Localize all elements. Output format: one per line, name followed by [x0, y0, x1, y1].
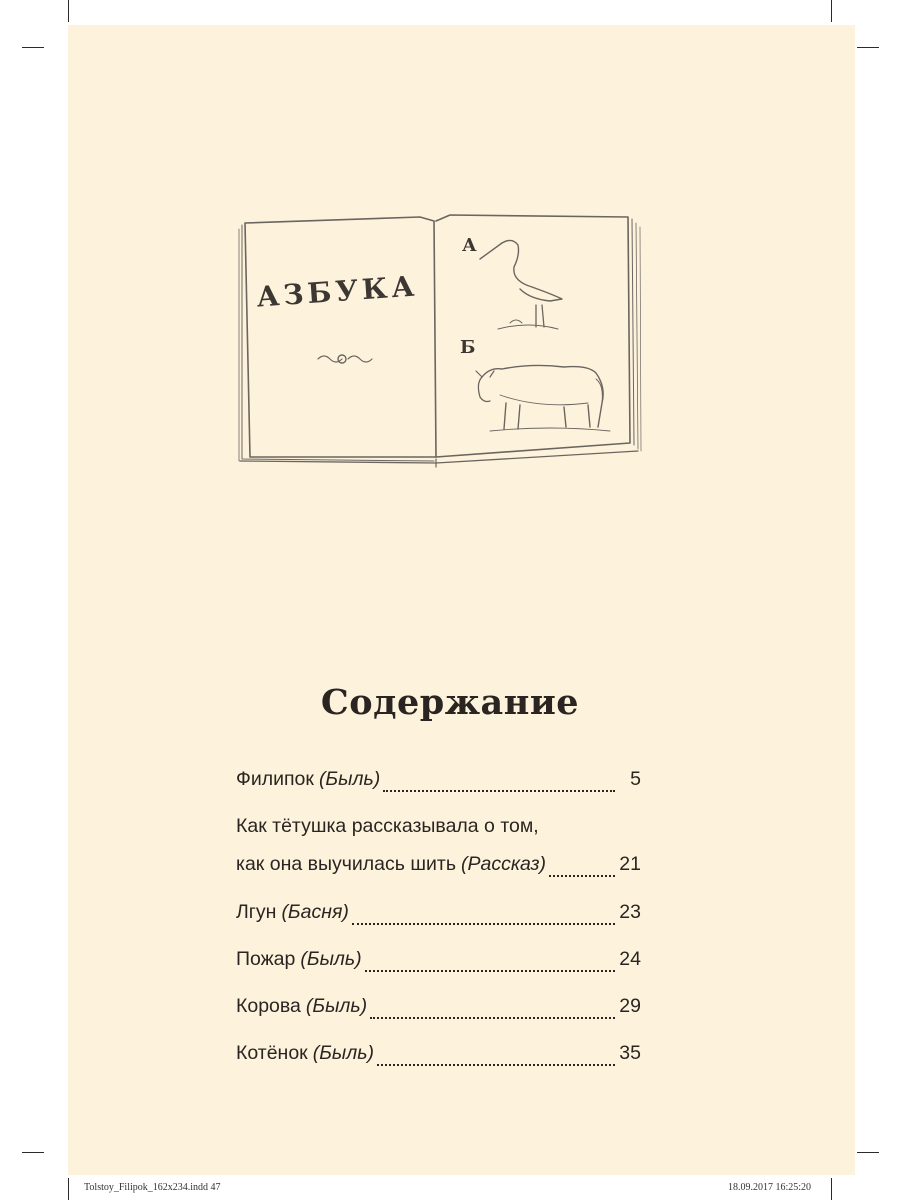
crop-mark — [857, 47, 879, 48]
toc-leader-dots — [549, 875, 615, 877]
toc-entry-name: Лгун — [236, 901, 277, 923]
toc-entry-genre: (Быль) — [318, 768, 381, 790]
toc-entry-name-line1: Как тётушка рассказывала о том, — [236, 815, 539, 837]
toc-entry-name: Пожар — [236, 948, 296, 970]
toc-entry-genre: (Басня) — [281, 901, 349, 923]
crop-mark — [22, 1152, 44, 1153]
crop-mark — [68, 1178, 69, 1200]
toc-entry-name: Котёнок — [236, 1042, 308, 1064]
toc-entry-genre: (Рассказ) — [460, 853, 547, 875]
toc-entry-name: Филипок — [236, 768, 314, 790]
toc-entry-genre: (Быль) — [312, 1042, 374, 1064]
toc-entry[interactable] — [236, 940, 641, 987]
toc-title: Содержание — [320, 682, 580, 723]
slug-datetime: 18.09.2017 16:25:20 — [728, 1182, 812, 1193]
crop-mark — [831, 0, 832, 22]
toc-leader-dots — [383, 790, 615, 792]
toc-entry-page: 24 — [619, 948, 641, 970]
letter-a-text: А — [462, 235, 477, 256]
crop-mark — [68, 0, 69, 22]
toc-leader-dots — [370, 1017, 615, 1019]
toc-leader-dots — [365, 970, 615, 972]
toc-leader-dots — [377, 1064, 615, 1066]
table-of-contents — [236, 760, 641, 1081]
book-title-text: АЗБУКА — [255, 269, 420, 314]
toc-entry[interactable] — [236, 760, 641, 807]
toc-entry-page: 21 — [619, 853, 641, 875]
crop-mark — [857, 1152, 879, 1153]
toc-entry[interactable] — [236, 807, 641, 893]
toc-entry-page: 23 — [619, 901, 641, 923]
crop-mark — [22, 47, 44, 48]
slug-file-info: Tolstoy_Filipok_162x234.indd 47 — [84, 1182, 221, 1193]
toc-entry[interactable] — [236, 893, 641, 940]
toc-entry-genre: (Быль) — [300, 948, 362, 970]
toc-entry-page: 35 — [619, 1042, 641, 1064]
toc-leader-dots — [352, 923, 615, 925]
letter-b-text: Б — [460, 337, 476, 358]
toc-entry[interactable] — [236, 987, 641, 1034]
toc-entry-name: Корова — [236, 995, 301, 1017]
alphabet-book-illustration — [220, 195, 660, 480]
toc-entry-page: 29 — [619, 995, 641, 1017]
toc-entry-genre: (Быль) — [305, 995, 368, 1017]
crop-mark — [831, 1178, 832, 1200]
toc-entry-name: как она выучилась шить — [236, 853, 456, 875]
toc-entry[interactable] — [236, 1034, 641, 1081]
toc-entry-page: 5 — [630, 768, 641, 790]
